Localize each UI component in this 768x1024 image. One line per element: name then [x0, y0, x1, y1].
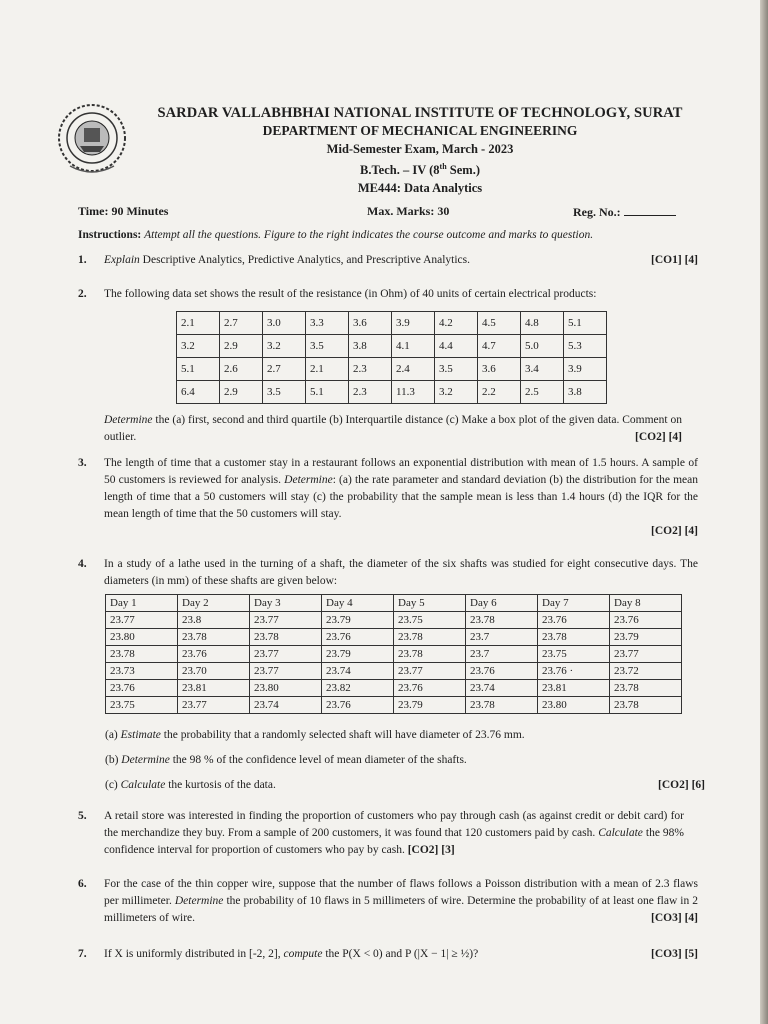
table-cell: 23.78 — [250, 629, 322, 646]
table-cell: 23.76 — [322, 697, 394, 714]
resistance-table — [176, 311, 607, 404]
table-cell: 23.80 — [538, 697, 610, 714]
table-cell: 3.8 — [564, 381, 607, 404]
table-cell: 3.0 — [263, 312, 306, 335]
q4-part-a: (a) Estimate the probability that a randomly selected shaft will have diameter of 23.76 mm. — [105, 729, 525, 741]
table-cell: 23.75 — [106, 697, 178, 714]
table-cell: 2.2 — [478, 381, 521, 404]
table-cell: 23.78 — [466, 612, 538, 629]
table-row — [106, 697, 682, 714]
time-label: Time: 90 Minutes — [78, 204, 169, 218]
table-cell: 3.5 — [306, 335, 349, 358]
exam-header — [150, 104, 690, 197]
table-cell: 23.76 — [178, 646, 250, 663]
table-cell: 11.3 — [392, 381, 435, 404]
table-cell: 5.1 — [306, 381, 349, 404]
table-cell: 23.72 — [610, 663, 682, 680]
question-7: 7. If X is uniformly distributed in [-2, 2], compute the P(X < 0) and P (|X − 1| ≥ ½)? [CO3] [5] — [78, 946, 698, 963]
table-cell: 4.5 — [478, 312, 521, 335]
table-cell: 23.77 — [610, 646, 682, 663]
table-cell: 3.6 — [349, 312, 392, 335]
table-cell: 23.78 — [178, 629, 250, 646]
table-cell: 23.77 — [106, 612, 178, 629]
table-cell: 23.78 — [394, 646, 466, 663]
q4-marks: [CO2] [6] — [658, 779, 705, 791]
table-cell: 23.82 — [322, 680, 394, 697]
question-3: 3. The length of time that a customer stay in a restaurant follows an exponential distribution with mean of 1.5 hours. A sample of 50 customers is reviewed for analysis. Determine: (a) the rate parameter and standard deviation (b) the distribution for the mean length of time that a 50 customers will stay (c) the probability that the sample mean is less than 1.4 hours (d) the IQR for the mean length of time that the 50 customers will stay. [CO2] [4] — [78, 455, 698, 540]
table-cell: 23.79 — [394, 697, 466, 714]
table-cell: 23.81 — [538, 680, 610, 697]
q6-marks: [CO3] [4] — [651, 912, 698, 924]
table-header-cell: Day 8 — [610, 595, 682, 612]
course-name: ME444: Data Analytics — [357, 181, 483, 196]
table-cell: 23.79 — [322, 612, 394, 629]
table-cell: 6.4 — [177, 381, 220, 404]
q5-marks: [CO2] [3] — [407, 844, 455, 856]
table-cell: 23.77 — [178, 697, 250, 714]
reg-no-blank — [624, 204, 676, 216]
table-cell: 23.81 — [178, 680, 250, 697]
table-cell: 23.7 — [466, 629, 538, 646]
table-cell: 23.76 — [538, 612, 610, 629]
table-cell: 23.77 — [394, 663, 466, 680]
table-cell: 23.74 — [322, 663, 394, 680]
table-cell: 23.70 — [178, 663, 250, 680]
table-cell: 5.3 — [564, 335, 607, 358]
table-cell: 2.5 — [521, 381, 564, 404]
table-cell: 2.7 — [220, 312, 263, 335]
table-cell: 23.76 — [322, 629, 394, 646]
table-header-cell: Day 6 — [466, 595, 538, 612]
table-cell: 23.75 — [394, 612, 466, 629]
table-cell: 2.4 — [392, 358, 435, 381]
table-cell: 2.9 — [220, 335, 263, 358]
table-cell: 2.1 — [306, 358, 349, 381]
table-cell: 23.80 — [106, 629, 178, 646]
table-cell: 23.75 — [538, 646, 610, 663]
table-cell: 23.78 — [106, 646, 178, 663]
table-cell: 23.78 — [610, 680, 682, 697]
table-cell: 23.8 — [178, 612, 250, 629]
instructions: Instructions: Attempt all the questions. Figure to the right indicates the course outcome and marks to question. — [78, 229, 594, 241]
table-cell: 3.8 — [349, 335, 392, 358]
table-cell: 3.2 — [177, 335, 220, 358]
table-cell: 3.4 — [521, 358, 564, 381]
table-cell: 23.76 — [394, 680, 466, 697]
table-header-cell: Day 4 — [322, 595, 394, 612]
question-6: 6. For the case of the thin copper wire, suppose that the number of flaws follows a Poisson distribution with a mean of 2.3 flaws per millimeter. Determine the probability of 10 flaws in 5 millimeters of wire. Determine the probability of at least one flaw in 2 millimeters of wire. [CO3] [4] — [78, 876, 698, 927]
table-cell: 23.79 — [322, 646, 394, 663]
q2-marks: [CO2] [4] — [635, 431, 682, 443]
table-row — [106, 612, 682, 629]
table-cell: 23.74 — [466, 680, 538, 697]
table-header-cell: Day 1 — [106, 595, 178, 612]
department-name: DEPARTMENT OF MECHANICAL ENGINEERING — [262, 123, 578, 138]
q4-part-b: (b) Determine the 98 % of the confidence level of mean diameter of the shafts. — [105, 754, 467, 766]
table-cell: 23.78 — [610, 697, 682, 714]
table-cell: 23.78 — [538, 629, 610, 646]
reg-no-label: Reg. No.: — [573, 204, 676, 220]
q4-part-c: (c) Calculate the kurtosis of the data. [CO2] [6] — [105, 779, 705, 791]
table-cell: 3.5 — [263, 381, 306, 404]
page-edge-shadow — [760, 0, 768, 1024]
q3-marks: [CO2] [4] — [651, 525, 698, 537]
question-2-task: Determine the (a) first, second and third quartile (b) Interquartile distance (c) Make a box plot of the given data. Comment on outlier. [CO2] [4] — [104, 412, 682, 446]
table-cell: 3.9 — [564, 358, 607, 381]
question-4: 4. In a study of a lathe used in the turning of a shaft, the diameter of the six shafts was studied for eight consecutive days. The diameters (in mm) of these shafts are given below: — [78, 558, 698, 587]
table-cell: 2.7 — [263, 358, 306, 381]
table-row — [106, 680, 682, 697]
table-cell: 4.2 — [435, 312, 478, 335]
table-cell: 5.1 — [177, 358, 220, 381]
table-cell: 4.4 — [435, 335, 478, 358]
table-row — [177, 335, 607, 358]
table-header-cell: Day 5 — [394, 595, 466, 612]
table-row — [177, 381, 607, 404]
q1-marks: [CO1] [4] — [651, 254, 698, 266]
table-cell: 3.2 — [435, 381, 478, 404]
table-cell: 23.77 — [250, 612, 322, 629]
institute-name: SARDAR VALLABHBHAI NATIONAL INSTITUTE OF TECHNOLOGY, SURAT — [157, 105, 683, 121]
table-cell: 5.0 — [521, 335, 564, 358]
table-cell: 4.7 — [478, 335, 521, 358]
program-name: B.Tech. – IV (8th Sem.) — [360, 162, 480, 178]
table-cell: 23.76 — [106, 680, 178, 697]
table-cell: 23.76 — [466, 663, 538, 680]
table-cell: 5.1 — [564, 312, 607, 335]
table-cell: 3.2 — [263, 335, 306, 358]
table-cell: 23.80 — [250, 680, 322, 697]
shaft-diameter-table — [105, 594, 682, 714]
table-row — [177, 312, 607, 335]
table-cell: 2.3 — [349, 381, 392, 404]
q7-marks: [CO3] [5] — [651, 948, 698, 960]
table-header-cell: Day 3 — [250, 595, 322, 612]
table-cell: 2.6 — [220, 358, 263, 381]
question-2: 2. The following data set shows the result of the resistance (in Ohm) of 40 units of certain electrical products: — [78, 288, 597, 300]
table-row — [106, 663, 682, 680]
exam-name: Mid-Semester Exam, March - 2023 — [326, 142, 514, 156]
table-row — [106, 646, 682, 663]
table-cell: 3.5 — [435, 358, 478, 381]
table-cell: 23.79 — [610, 629, 682, 646]
table-header-cell: Day 2 — [178, 595, 250, 612]
table-cell: 23.76 — [610, 612, 682, 629]
table-cell: 23.74 — [250, 697, 322, 714]
table-cell: 23.76 · — [538, 663, 610, 680]
table-cell: 23.7 — [466, 646, 538, 663]
table-header-cell: Day 7 — [538, 595, 610, 612]
question-5: 5. A retail store was interested in finding the proportion of customers who pay through cash (as against credit or debit card) for the merchandize they buy. From a sample of 200 customers, it was found that 120 customers paid by cash. Calculate the 98% confidence interval for proportion of customers who pay by cash. [CO2] [3] — [78, 810, 684, 856]
table-cell: 4.8 — [521, 312, 564, 335]
table-cell: 3.6 — [478, 358, 521, 381]
table-cell: 4.1 — [392, 335, 435, 358]
question-1: 1. Explain Descriptive Analytics, Predictive Analytics, and Prescriptive Analytics. [CO1] [4] — [78, 252, 698, 269]
table-cell: 2.9 — [220, 381, 263, 404]
table-row — [106, 629, 682, 646]
institute-seal-logo — [50, 98, 134, 182]
table-cell: 23.73 — [106, 663, 178, 680]
table-cell: 2.3 — [349, 358, 392, 381]
table-cell: 3.9 — [392, 312, 435, 335]
table-cell: 2.1 — [177, 312, 220, 335]
table-cell: 23.77 — [250, 646, 322, 663]
table-row — [177, 358, 607, 381]
table-cell: 23.77 — [250, 663, 322, 680]
max-marks-label: Max. Marks: 30 — [367, 204, 450, 218]
table-cell: 3.3 — [306, 312, 349, 335]
table-cell: 23.78 — [394, 629, 466, 646]
table-cell: 23.78 — [466, 697, 538, 714]
